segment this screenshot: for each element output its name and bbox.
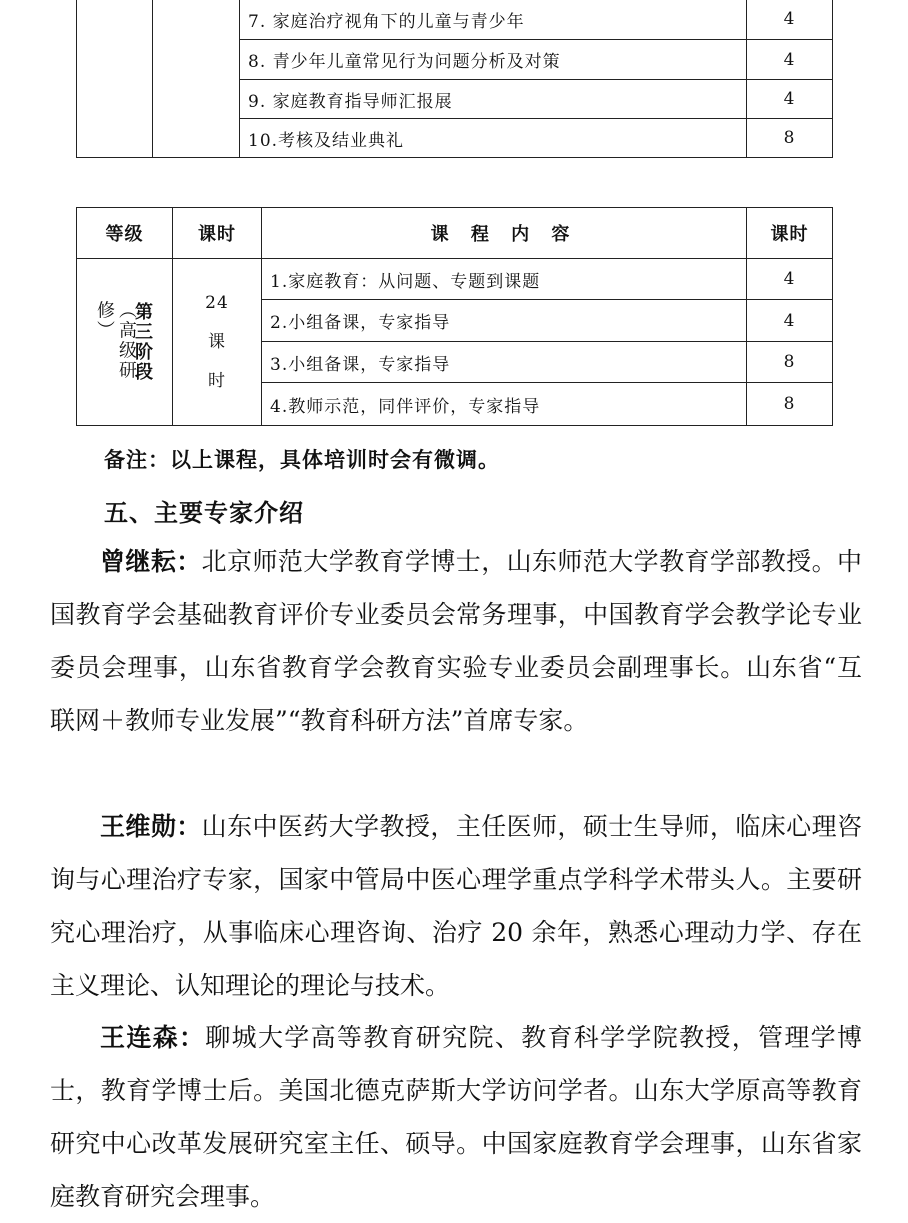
course-hours: 8	[747, 119, 833, 158]
expert-bio-text: 山东中医药大学教授，主任医师，硕士生导师，临床心理咨询与心理治疗专家，国家中管局中医心理学重点学科学术带头人。主要研究心理治疗，从事临床心理咨询、治疗 20 余年，熟悉心理动力学、存在主义理论、认知理论的理论与技术。	[50, 812, 862, 1000]
course-table-part1	[76, 0, 833, 158]
expert-bio	[50, 535, 862, 747]
course-hours: 4	[747, 80, 833, 119]
total-hours	[173, 284, 261, 401]
course-name: 4.教师示范，同伴评价，专家指导	[262, 383, 747, 426]
stage-name: 第三阶段	[132, 302, 153, 382]
section-title: 五、主要专家介绍	[104, 499, 304, 527]
course-name: 10.考核及结业典礼	[240, 119, 747, 158]
header-content: 课 程 内 容	[262, 208, 747, 259]
course-name: 7. 家庭治疗视角下的儿童与青少年	[240, 0, 747, 40]
total-hours-number: 24	[205, 292, 229, 313]
course-hours: 8	[747, 383, 833, 426]
course-name: 1.家庭教育：从问题、专题到课题	[262, 259, 747, 300]
expert-name: 王维勋：	[100, 812, 202, 841]
expert-bio	[50, 1011, 862, 1223]
course-name: 3.小组备课，专家指导	[262, 342, 747, 383]
course-name: 8. 青少年儿童常见行为问题分析及对策	[240, 40, 747, 80]
expert-name: 曾继耘：	[100, 547, 202, 576]
table-header-row	[77, 208, 833, 259]
table-row	[77, 0, 833, 40]
total-hours-unit-1: 课	[208, 331, 226, 352]
course-table-stage3	[76, 207, 833, 426]
course-hours: 4	[747, 0, 833, 40]
expert-bio	[50, 800, 862, 1012]
stage-cell	[77, 259, 173, 426]
course-hours: 4	[747, 40, 833, 80]
stage-subtitle: （高级研修）	[94, 300, 137, 381]
expert-bio-text: 聊城大学高等教育研究院、教育科学学院教授，管理学博士，教育学博士后。美国北德克萨斯大学访问学者。山东大学原高等教育研究中心改革发展研究室主任、硕导。中国家庭教育学会理事，山东省家庭教育研究会理事。	[50, 1023, 862, 1211]
course-note: 备注：以上课程，具体培训时会有微调。	[104, 448, 500, 472]
level-cell	[77, 0, 153, 158]
course-hours: 8	[747, 342, 833, 383]
expert-bio-text: 北京师范大学教育学博士，山东师范大学教育学部教授。中国教育学会基础教育评价专业委员会常务理事，中国教育学会教学论专业委员会理事，山东省教育学会教育实验专业委员会副理事长。山东省“互联网＋教师专业发展”“教育科研方法”首席专家。	[50, 547, 862, 735]
header-period: 课时	[173, 208, 262, 259]
course-hours: 4	[747, 300, 833, 342]
course-name: 9. 家庭教育指导师汇报展	[240, 80, 747, 119]
course-name: 2.小组备课，专家指导	[262, 300, 747, 342]
header-level: 等级	[77, 208, 173, 259]
total-hours-unit-2: 时	[208, 370, 226, 391]
total-hours-cell	[173, 259, 262, 426]
table-row	[77, 259, 833, 300]
header-hours: 课时	[747, 208, 833, 259]
expert-name: 王连森：	[100, 1023, 206, 1052]
course-hours: 4	[747, 259, 833, 300]
period-cell	[153, 0, 240, 158]
